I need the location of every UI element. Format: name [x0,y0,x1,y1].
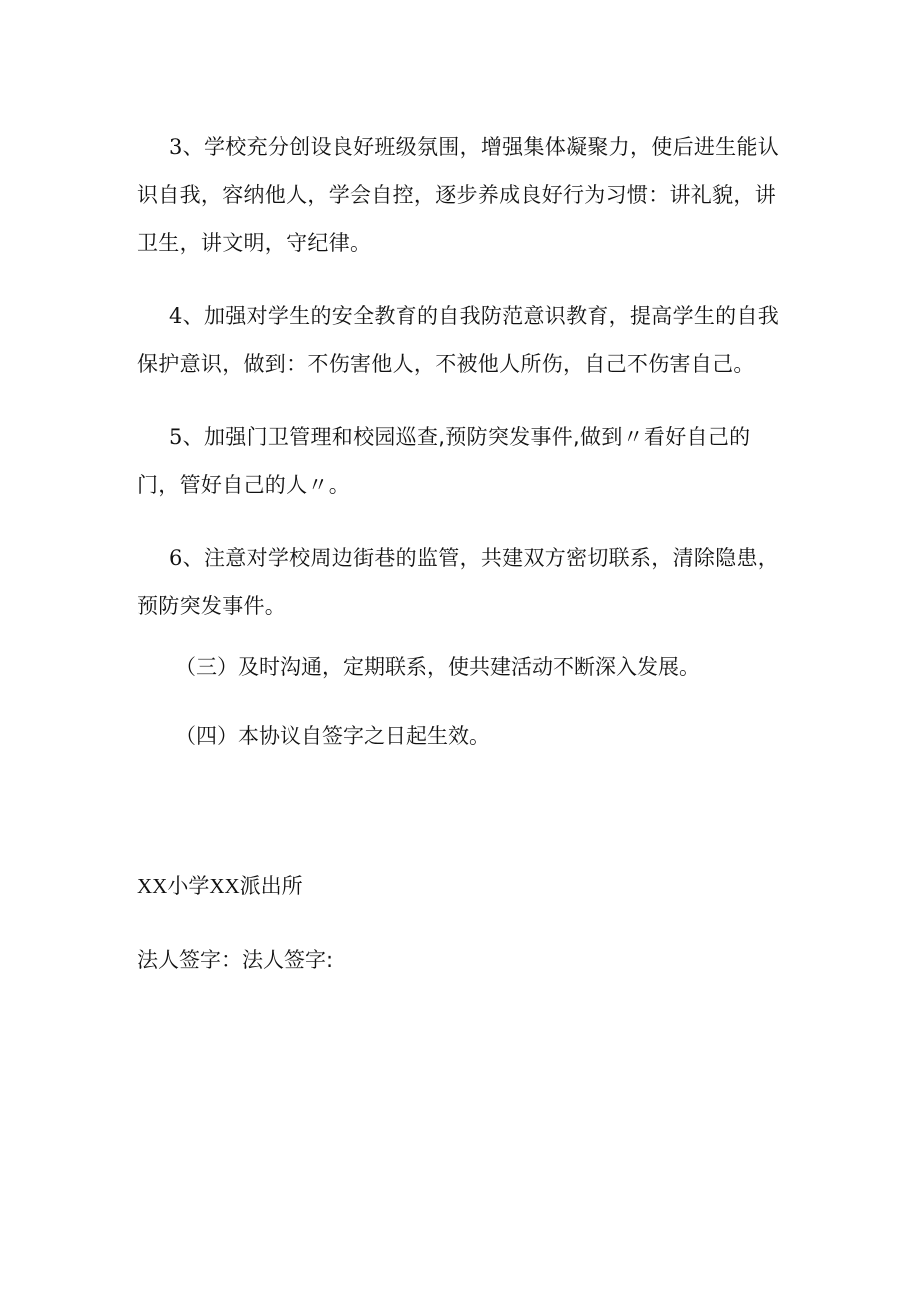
signature-line: 法人签字：法人签字: [137,948,334,972]
parties-line [137,871,303,901]
paragraph-item-5 [137,413,789,509]
item-number: 4 [169,304,183,328]
item-text: 、学校充分创设良好班级氛围，增强集体凝聚力，使后进生能认识自我，容纳他人，学会自控，逐步养成良好行为习惯：讲礼貌，讲卫生，讲文明，守纪律。 [137,135,780,255]
item-number: 6 [169,546,183,570]
school-name: 小学 [167,874,210,898]
paragraph-item-6 [137,534,789,630]
item-text: 、加强对学生的安全教育的自我防范意识教育，提高学生的自我保护意识，做到：不伤害他人，不被他人所伤，自己不伤害自己。 [137,304,780,376]
police-prefix: XX [209,874,240,898]
item-text: 、注意对学校周边街巷的监管，共建双方密切联系，清除隐患，预防突发事件。 [137,546,780,618]
item-number: 5 [169,425,183,449]
clause-four: （四）本协议自签字之日起生效。 [175,724,490,748]
police-name: 派出所 [239,874,303,898]
paragraph-item-3 [137,123,789,267]
paragraph-item-4 [137,292,789,388]
item-text: 、加强门卫管理和校园巡查,预防突发事件,做到〃看好自己的门，管好自己的人〃。 [137,425,751,497]
school-prefix: XX [137,874,168,898]
item-number: 3 [169,135,183,159]
clause-three: （三）及时沟通，定期联系，使共建活动不断深入发展。 [175,655,700,679]
